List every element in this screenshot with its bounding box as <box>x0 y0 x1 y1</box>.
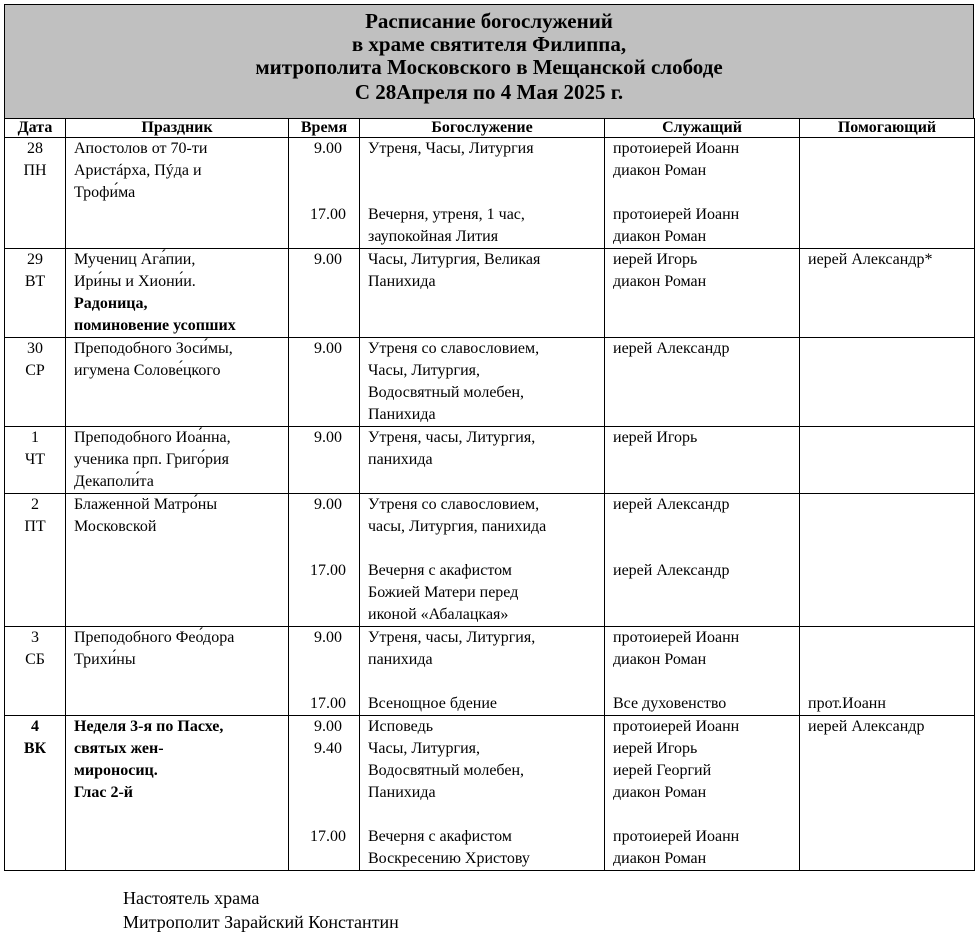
clergy-cell <box>605 427 800 494</box>
feast-line: Апостолов от 70-ти <box>74 140 208 157</box>
service-time <box>289 649 359 671</box>
assistant-cell <box>800 427 975 494</box>
clergy-line: иерей Игорь <box>613 429 698 446</box>
clergy-line: иерей Александр <box>613 340 730 357</box>
weekday: ВТ <box>24 273 46 290</box>
service-time: 9.40 <box>314 740 342 757</box>
feast-cell <box>66 249 289 338</box>
date-cell <box>5 338 66 427</box>
day-number: 28 <box>27 140 43 157</box>
assistant-line <box>808 671 974 693</box>
service-line: Всенощное бдение <box>368 695 498 712</box>
assistant-line <box>808 649 974 671</box>
clergy-line <box>613 538 799 560</box>
header-title: Расписание богослужений <box>365 9 613 33</box>
service-line: иконой «Абалацкая» <box>368 606 509 623</box>
weekday: СР <box>25 362 45 379</box>
time-cell <box>289 249 360 338</box>
feast-line-bold: Неделя 3-я по Пасхе, <box>74 718 224 735</box>
feast-line-bold: Радоница, <box>74 295 148 312</box>
clergy-line: протоиерей Иоанн <box>613 629 740 646</box>
service-line: Утреня со славословием, <box>368 340 540 357</box>
clergy-line: протоиерей Иоанн <box>613 140 740 157</box>
clergy-cell <box>605 249 800 338</box>
assistant-line: иерей Александр* <box>808 251 933 268</box>
service-line <box>368 182 604 204</box>
service-time <box>289 671 359 693</box>
assistant-cell <box>800 249 975 338</box>
service-time <box>289 782 359 804</box>
clergy-line: диакон Роман <box>613 651 707 668</box>
clergy-line <box>613 182 799 204</box>
service-line <box>368 671 604 693</box>
service-time: 9.00 <box>314 429 342 446</box>
table-row <box>5 138 975 249</box>
service-line: Вечерня с акафистом <box>368 562 512 579</box>
feast-cell <box>66 627 289 716</box>
signature-title: Настоятель храма <box>123 888 260 908</box>
service-line: Панихида <box>368 273 436 290</box>
service-time <box>289 182 359 204</box>
service-line: Вечерня, утреня, 1 час, <box>368 206 525 223</box>
weekday: ПН <box>23 162 47 179</box>
feast-cell <box>66 494 289 627</box>
weekday: ПТ <box>24 518 46 535</box>
feast-cell <box>66 338 289 427</box>
service-time <box>289 538 359 560</box>
service-line: Водосвятный молебен, <box>368 762 525 779</box>
feast-cell <box>66 138 289 249</box>
day-number: 2 <box>31 496 39 513</box>
clergy-cell <box>605 338 800 427</box>
service-time <box>289 160 359 182</box>
service-line: заупокойная Лития <box>368 228 499 245</box>
clergy-line <box>613 804 799 826</box>
feast-line-bold: Глас 2-й <box>74 784 133 801</box>
service-line: Утреня, часы, Литургия, <box>368 429 536 446</box>
clergy-line: иерей Игорь <box>613 740 698 757</box>
service-time <box>289 760 359 782</box>
day-number: 3 <box>31 629 39 646</box>
service-line: Часы, Литургия, Великая <box>368 251 541 268</box>
service-line: Утреня, часы, Литургия, <box>368 629 536 646</box>
day-number: 29 <box>27 251 43 268</box>
feast-line-bold: святых жен- <box>74 740 164 757</box>
assistant-line: иерей Александр <box>808 718 925 735</box>
service-cell <box>360 138 605 249</box>
assistant-line: прот.Иоанн <box>808 695 886 712</box>
feast-line: ученика прп. Григо́рия <box>74 451 229 468</box>
table-row <box>5 716 975 871</box>
clergy-line: протоиерей Иоанн <box>613 828 740 845</box>
time-cell <box>289 716 360 871</box>
schedule-body <box>5 138 975 871</box>
feast-line: Трофи́ма <box>74 184 136 201</box>
time-cell <box>289 627 360 716</box>
feast-line-bold: поминовение усопших <box>74 317 236 334</box>
clergy-line: диакон Роман <box>613 784 707 801</box>
date-cell <box>5 494 66 627</box>
table-row <box>5 249 975 338</box>
service-time: 17.00 <box>310 828 346 845</box>
column-header-time: Время <box>289 119 360 138</box>
clergy-line: диакон Роман <box>613 162 707 179</box>
service-line: Исповедь <box>368 718 434 735</box>
assistant-cell <box>800 138 975 249</box>
service-time: 9.00 <box>314 496 342 513</box>
date-cell <box>5 427 66 494</box>
schedule-table <box>4 118 975 871</box>
column-header-assistant: Помогающий <box>800 119 975 138</box>
service-time: 9.00 <box>314 140 342 157</box>
service-line <box>368 804 604 826</box>
signature-name: Митрополит Зарайский Константин <box>123 912 399 932</box>
time-cell <box>289 427 360 494</box>
feast-line: Аристáрха, Пýда и <box>74 162 202 179</box>
service-line: Воскресению Христову <box>368 850 530 867</box>
feast-line: Преподобного Фео́дора <box>74 629 235 646</box>
day-number: 1 <box>31 429 39 446</box>
service-cell <box>360 427 605 494</box>
feast-line: Ири́ны и Хиони́и. <box>74 273 196 290</box>
clergy-line: иерей Александр <box>613 496 730 513</box>
clergy-line: иерей Александр <box>613 562 730 579</box>
weekday: ВК <box>23 740 47 757</box>
feast-line: Декаполи́та <box>74 473 154 490</box>
service-line: Вечерня с акафистом <box>368 828 512 845</box>
feast-line: Преподобного Зоси́мы, <box>74 340 233 357</box>
table-row <box>5 494 975 627</box>
clergy-line: протоиерей Иоанн <box>613 718 740 735</box>
schedule-sheet <box>4 4 974 871</box>
service-line: панихида <box>368 451 433 468</box>
feast-line: Блаженной Матро́ны <box>74 496 218 513</box>
feast-line: Московской <box>74 518 157 535</box>
clergy-cell <box>605 716 800 871</box>
header-church: в храме святителя Филиппа, <box>351 32 627 56</box>
header-church-cont: митрополита Московского в Мещанской слободе <box>255 55 723 79</box>
time-cell <box>289 494 360 627</box>
feast-line-bold: мироносиц. <box>74 762 158 779</box>
clergy-line: иерей Георгий <box>613 762 712 779</box>
service-time <box>289 516 359 538</box>
service-cell <box>360 627 605 716</box>
day-number: 30 <box>27 340 43 357</box>
schedule-header <box>4 4 974 118</box>
date-cell <box>5 138 66 249</box>
service-line: Божией Матери перед <box>368 584 519 601</box>
clergy-line: протоиерей Иоанн <box>613 206 740 223</box>
service-line: Часы, Литургия, <box>368 740 481 757</box>
date-cell <box>5 716 66 871</box>
clergy-line: диакон Роман <box>613 273 707 290</box>
service-line: Водосвятный молебен, <box>368 384 525 401</box>
table-header-row <box>5 119 975 138</box>
service-time: 9.00 <box>314 629 342 646</box>
time-cell <box>289 138 360 249</box>
table-row <box>5 338 975 427</box>
clergy-line: Все духовенство <box>613 695 727 712</box>
service-line <box>368 538 604 560</box>
table-row <box>5 627 975 716</box>
service-line: Утреня, Часы, Литургия <box>368 140 534 157</box>
clergy-line <box>613 516 799 538</box>
service-time: 17.00 <box>310 562 346 579</box>
assistant-cell <box>800 716 975 871</box>
header-date-range: С 28Апреля по 4 Мая 2025 г. <box>354 80 624 104</box>
feast-cell <box>66 427 289 494</box>
date-cell <box>5 627 66 716</box>
feast-line: Мучениц Ага́пии, <box>74 251 196 268</box>
column-header-service: Богослужение <box>360 119 605 138</box>
service-line <box>368 160 604 182</box>
service-line: Панихида <box>368 784 436 801</box>
signature-block <box>123 886 399 934</box>
assistant-cell <box>800 338 975 427</box>
table-row <box>5 427 975 494</box>
clergy-cell <box>605 138 800 249</box>
column-header-clergy: Служащий <box>605 119 800 138</box>
service-time: 9.00 <box>314 718 342 735</box>
feast-line: игумена Солове́цкого <box>74 362 221 379</box>
feast-line: Трихи́ны <box>74 651 136 668</box>
service-line: панихида <box>368 651 433 668</box>
date-cell <box>5 249 66 338</box>
service-cell <box>360 494 605 627</box>
feast-line: Преподобного Иоа́нна, <box>74 429 231 446</box>
service-time: 9.00 <box>314 251 342 268</box>
clergy-line: иерей Игорь <box>613 251 698 268</box>
service-cell <box>360 716 605 871</box>
service-cell <box>360 338 605 427</box>
day-number: 4 <box>31 718 39 735</box>
service-time: 17.00 <box>310 695 346 712</box>
clergy-line: диакон Роман <box>613 228 707 245</box>
clergy-line: диакон Роман <box>613 850 707 867</box>
assistant-cell <box>800 627 975 716</box>
service-line: Часы, Литургия, <box>368 362 481 379</box>
service-time: 17.00 <box>310 206 346 223</box>
clergy-cell <box>605 627 800 716</box>
assistant-cell <box>800 494 975 627</box>
feast-cell <box>66 716 289 871</box>
time-cell <box>289 338 360 427</box>
service-time <box>289 804 359 826</box>
service-line: Утреня со славословием, <box>368 496 540 513</box>
clergy-line <box>613 671 799 693</box>
assistant-line <box>808 627 974 649</box>
service-line: часы, Литургия, панихида <box>368 518 547 535</box>
service-cell <box>360 249 605 338</box>
service-time: 9.00 <box>314 340 342 357</box>
column-header-date: Дата <box>5 119 66 138</box>
weekday: ЧТ <box>24 451 46 468</box>
service-line: Панихида <box>368 406 436 423</box>
clergy-cell <box>605 494 800 627</box>
weekday: СБ <box>25 651 45 668</box>
column-header-feast: Праздник <box>66 119 289 138</box>
